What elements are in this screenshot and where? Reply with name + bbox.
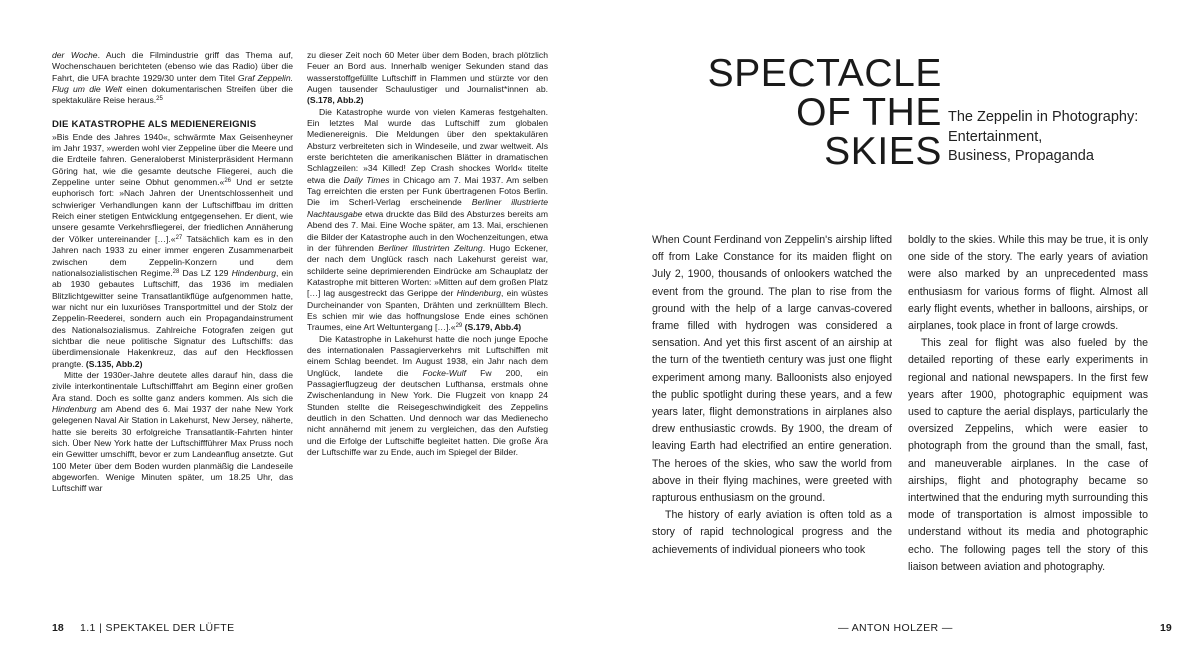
- paragraph: Mitte der 1930er-Jahre deutete alles darauf hin, dass die zivile interkontinentale Luftschifffahrt am Beginn einer großen Ära stand. Doch es sollte ganz anders kommen. Als sich die Hindenburg am Abend des 6. Mai 1937 der nahe New York gelegenen Naval Air Station in Lakehurst, New Jersey, näherte, hatte sie bereits 30 erfolgreiche Transatlantik-Fahrten hinter sich. Über New York hatte der Luftschiffführer Max Pruss noch ein Gewitter umschifft, bevor er zum Landeanflug ansetzte. Gut 100 Meter über dem Boden wurden planmäßig die Landeseile abgeworfen. Wenige Minuten später, um 18.25 Uhr, das Luftschiff war: [52, 369, 293, 494]
- section-heading: DIE KATASTROPHE ALS MEDIENEREIGNIS: [52, 118, 257, 130]
- paragraph: »Bis Ende des Jahres 1940«, schwärmte Max Geisenheyner im Jahr 1937, »werden wohl vier Zeppeline über die Meere und die Erdteile fahren. Generaloberst Ministerpräsident Hermann Göring hat, wie die gesamte deutsche Fliegerei, auch die Zeppeline unter seine Obhut genommen.«$^{26}$ Und er setzte euphorisch fort: »Nach Jahren der Unentschlossenheit und schwieriger Verhandlungen kann der Luftschiffbau im dritten Reich einer stetigen Entwicklung entgegensehen. Er dient, wie unsere gesamte Verkehrsfliegerei, der friedlichen Annäherung der Völker untereinander […].«$^{27}$ Tatsächlich kam es in den Jahren nach 1933 zu einer immer engeren Zusammenarbeit zwischen dem Zeppelin-Konzern und dem nationalsozialistischen Regime.$^{28}$ Das LZ 129 Hindenburg, ein ab 1930 gebautes Luftschiff, das 1936 im medialen Blitzlichtgewitter seine Transatlantikflüge aufgenommen hatte, war nicht nur ein luxuriöses Transportmittel und der Stolz der Zeppelin-Reederei, sondern auch ein Propagandainstrument des Nationalsozialismus. Zahlreiche Fotografen zeigen gut sichtbar die neue politische Signatur des Luftschiffs: das überdimensionale Hakenkreuz, das auf den Heckflossen prangte. (S.135, Abb.2): [52, 131, 294, 369]
- figure-reference: (S.178, Abb.2): [307, 95, 364, 106]
- figure-reference: (S.179, Abb.4): [464, 322, 522, 333]
- left-page-column-2: [307, 50, 548, 458]
- chapter-title: [708, 54, 942, 171]
- chapter-subtitle: [948, 108, 1178, 167]
- paragraph: zu dieser Zeit noch 60 Meter über dem Boden, brach plötzlich Feuer an Bord aus. Innerhalb weniger Sekunden stand das wasserstoffgefüllte Luftschiff in Flammen und stürzte vor den Augen tausender Schaulustiger und Journalist*innen ab. (S.178, Abb.2): [307, 50, 548, 106]
- title-line: OF THE: [796, 91, 942, 134]
- page-number-right: 19: [1160, 622, 1172, 634]
- left-page-column-1: [52, 50, 293, 495]
- paragraph: boldly to the skies. While this may be true, it is only one side of the story. The early years of aviation were also marked by an unprecedented mass enthusiasm for various forms of flight. Almost all early flight events, whether in balloons, airships, or airplanes, took place in front of large crowds.: [908, 234, 1148, 333]
- title-line: SKIES: [824, 130, 942, 173]
- footnote-ref: 29: [455, 323, 463, 330]
- subtitle-line: The Zeppelin in Photography:: [948, 109, 1139, 125]
- page-number-left: 18: [52, 622, 64, 634]
- right-page-column-2: [908, 232, 1148, 576]
- footnote-ref: 26: [224, 178, 232, 185]
- right-page-column-1: [652, 232, 892, 559]
- subtitle-line: Entertainment,: [948, 128, 1043, 145]
- footnote-ref: 27: [175, 234, 183, 241]
- paragraph: The history of early aviation is often told as a story of rapid technological progress and the achievements of individual pioneers who took: [652, 509, 892, 556]
- title-line: SPECTACLE: [707, 52, 942, 95]
- figure-reference: (S.135, Abb.2): [85, 358, 143, 369]
- paragraph: When Count Ferdinand von Zeppelin's airship lifted off from Lake Constance for its maiden flight on July 2, 1900, thousands of onlookers watched the event from the ground. The plan to rise from the ground with the help of a large canvas-covered frame filled with hydrogen was considered a sensation. And yet this first ascent of an airship at the turn of the twentieth century was just one flight experiment among many. Balloonists also enjoyed the public spotlight during these years, and a few years later, flight demonstrations in airplanes also drew enthusiastic crowds. By 1900, the dream of leaving Earth had electrified an entire generation. The heroes of the skies, who saw the world from above in their flying machines, were greeted with rapturous enthusiasm on the ground.: [652, 234, 892, 505]
- footnote-ref: 28: [172, 268, 180, 275]
- paragraph: This zeal for flight was also fueled by the detailed reporting of these early experiments in regional and national newspapers. In the first few years after 1900, photographic equipment was used to capture the aerial displays, particularly the oversized Zeppelins, which were easier to photograph from the ground than the small, fast, and maneuverable airplanes. In the case of airships, flight and photography became so intertwined that the enduring myth surrounding this mode of transportation is almost impossible to understand without its media and photographic echo. The following pages tell the story of this liaison between aviation and photography.: [908, 337, 1148, 573]
- subtitle-line: Business, Propaganda: [948, 148, 1094, 164]
- paragraph: Die Katastrophe wurde von vielen Kameras festgehalten. Ein letztes Mal wurde das Luftschiff zum globalen Medienereignis. Die Meldungen über den spektakulären Absturz verbreiteten sich in Windeseile, und zwar weltweit. Als erste berichteten die amerikanischen Blätter in dramatischen Schlagzeilen: »34 Killed! Zep Crash shockes World« titelte etwa die Daily Times in Chicago am 7. Mai 1937. Am selben Tag erreichten die ersten per Funk übertragenen Fotos Berlin. Die im Scherl-Verlag erscheinende Berliner illustrierte Nachtausgabe etwa druckte das Bild des Absturzes bereits am Abend des 7. Mai. Eine Woche später, am 13. Mai, erschienen die Bilder der Katastrophe auch in den Wochenzeitungen, etwa in der führenden Berliner Illustrirten Zeitung. Hugo Eckener, der nach dem Unglück rasch nach Lakehurst gereist war, schilderte seine deprimierenden Eindrücke am Schauplatz der Katastrophe mit bitteren Worten: »Mitten auf dem großen Platz […] lag ausgestreckt das Gerippe der Hindenburg, ein wüstes Durcheinander von Spanten, Drähten und zerknülltem Blech. Es schien mir wie das hoffnungslose Ende eines schönen Traumes, eine Art Weltuntergang […].«$^{29}$ (S.179, Abb.4): [307, 106, 548, 333]
- intro-paragraph: der Woche. Auch die Filmindustrie griff das Thema auf, Wochenschauen berichteten (ebenso wie das Radio) über die Fahrt, die UFA brachte 1929/30 unter dem Titel Graf Zeppelin. Flug um die Welt einen dokumentarischen Streifen über die spektakuläre Reise heraus.$^{25}$: [52, 50, 294, 106]
- running-head-right: — ANTON HOLZER —: [838, 622, 953, 634]
- paragraph: Die Katastrophe in Lakehurst hatte die noch junge Epoche des internationalen Passagierverkehrs mit Luftschiffen mit einem Schlag beendet. Im August 1938, ein Jahr nach dem Unglück, landete die Focke-Wulf Fw 200, ein Passagierflugzeug der deutschen Lufthansa, erstmals ohne Zwischenlandung in New York. Die Flugzeit von knapp 24 Stunden stellte die Reisegeschwindigkeit des Zeppelins deutlich in den Schatten. Und dennoch war das Medienecho nicht annähernd mit jenem zu vergleichen, das den Aufstieg und die Erfolge der Luftschiffe begleitet hatten. Die große Ära der Luftschiffe war zu Ende, auch im Spiegel der Bilder.: [307, 333, 548, 458]
- footnote-ref: 25: [156, 96, 163, 103]
- running-head-left: 1.1 | SPEKTAKEL DER LÜFTE: [80, 622, 235, 634]
